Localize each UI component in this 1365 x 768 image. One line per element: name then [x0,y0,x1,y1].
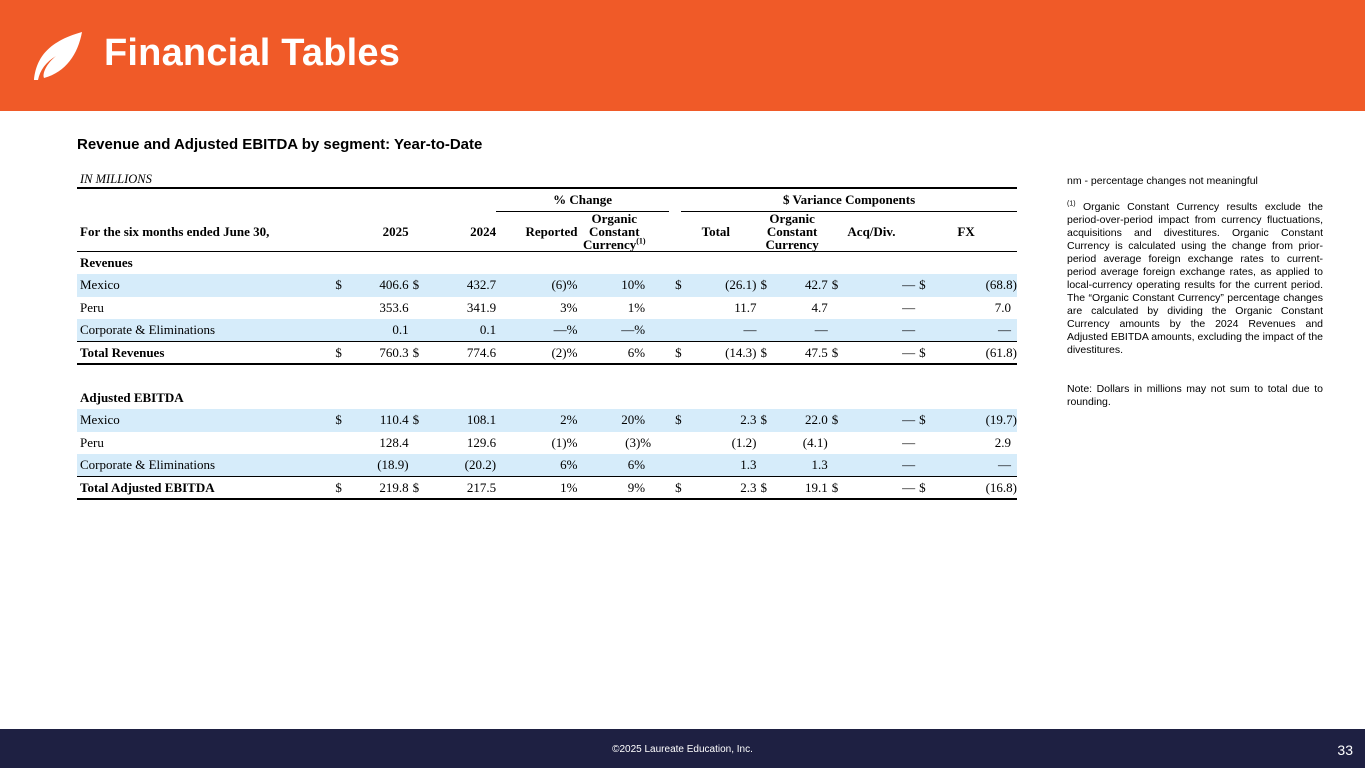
col-reported-header: Reported [525,224,578,239]
table-row: Corporate & Eliminations (18.9) (20.2) 6% 6% 1.3 1.3 — — [77,454,1017,477]
total-revenues-row: Total Revenues $ 760.3 $ 774.6 (2)% 6% $ (14.3) $ 47.5 $ — $ (61.8) [77,342,1017,365]
total-ebitda-row: Total Adjusted EBITDA $ 219.8 $ 217.5 1% 9% $ 2.3 $ 19.1 $ — $ (16.8) [77,477,1017,500]
note-nm: nm - percentage changes not meaningful [1067,175,1258,187]
units-label: IN MILLIONS [80,172,152,186]
note-constant-currency: $^{(1)}$ Organic Constant Currency results exclude the period-over-period impact from currency fluctuations, acquisitions and divestitures. Organic Constant Currency is calculated using the change from prior-period average foreign exchange rates to current-period average foreign exchange rates, as applied to local-currency operating results for the current period. The “Organic Constant Currency” percentage changes are calculated by dividing the Organic Constant Currency amounts by the 2024 Revenues and Adjusted EBITDA amounts, excluding the impact of the divestitures. [1067,200,1323,356]
table-row: Corporate & Eliminations 0.1 0.1 —% —% — — — — [77,319,1017,342]
header-bar [0,0,1365,111]
col-2025-header: 2025 [382,223,409,239]
page-title: Financial Tables [104,32,401,74]
period-header: For the six months ended June 30, [80,223,270,239]
col-total-header: Total [701,224,731,239]
footer-bar [0,729,1365,768]
variance-group-header: $ Variance Components [675,189,1017,212]
table-row: Peru 128.4 129.6 (1)% (3)% (1.2) (4.1) — 2.9 [80,434,1011,450]
table-subtitle: Revenue and Adjusted EBITDA by segment: Year-to-Date [77,136,483,153]
col-organic-currency-header: Organic Constant Currency [765,211,819,252]
note-dollars-rounding: Note: Dollars in millions may not sum to total due to rounding. [1067,383,1323,408]
col-organic-cc-header: Organic Constant Currency$^{(1)}$ [583,211,646,252]
table-row: Mexico $ 110.4 $ 108.1 2% 20% $ 2.3 $ 22.0 $ — $ (19.7) [77,409,1017,432]
copyright-text: ©2025 Laureate Education, Inc. [612,744,753,755]
col-fx-header: FX [957,224,975,239]
col-2024-header: 2024 [470,223,497,239]
page-number: 33 [1337,742,1353,758]
table-row: Mexico $ 406.6 $ 432.7 (6)% 10% $ (26.1) $ 42.7 $ — $ (68.8) [77,274,1017,297]
footnotes [1067,175,1323,409]
table-row: Peru 353.6 341.9 3% 1% 11.7 4.7 — 7.0 [80,299,1011,315]
revenues-section-label: Revenues [80,255,133,270]
pct-change-group-header: % Change [496,189,675,212]
financial-table [77,187,1017,500]
laureate-leaf-icon [32,30,84,82]
col-acq-header: Acq/Div. [847,224,896,239]
ebitda-section-label: Adjusted EBITDA [80,389,184,405]
